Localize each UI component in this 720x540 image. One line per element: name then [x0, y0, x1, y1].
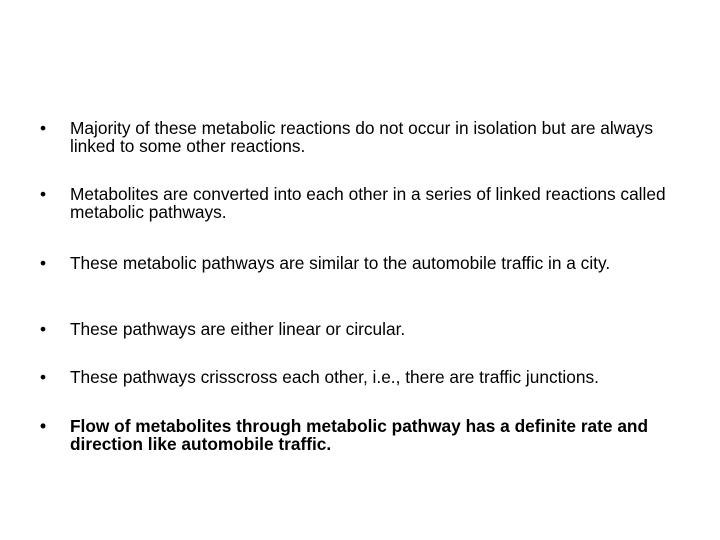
bullet-text: Majority of these metabolic reactions do not occur in isolation but are always linked to some other reactions.	[70, 118, 654, 156]
bullet-text: These pathways are either linear or circular.	[70, 319, 406, 339]
bullet-item	[40, 185, 690, 221]
bullet-text: These metabolic pathways are similar to the automobile traffic in a city.	[70, 253, 611, 273]
bullet-marker: •	[40, 184, 47, 204]
bullet-marker: •	[40, 118, 47, 138]
bullet-marker: •	[40, 367, 47, 387]
bullet-text: Metabolites are converted into each other in a series of linked reactions called metabolic pathways.	[70, 184, 666, 222]
bullet-item	[40, 119, 690, 155]
bullet-item	[40, 320, 690, 338]
bullet-text: Flow of metabolites through metabolic pathway has a definite rate and direction like automobile traffic.	[70, 416, 649, 454]
bullet-item	[40, 368, 690, 386]
bullet-marker: •	[40, 416, 47, 436]
bullet-marker: •	[40, 253, 47, 273]
bullet-marker: •	[40, 319, 47, 339]
bullet-item	[40, 254, 690, 272]
bullet-item-emphasized	[40, 417, 690, 453]
bullet-text: These pathways crisscross each other, i.e., there are traffic junctions.	[70, 367, 599, 387]
